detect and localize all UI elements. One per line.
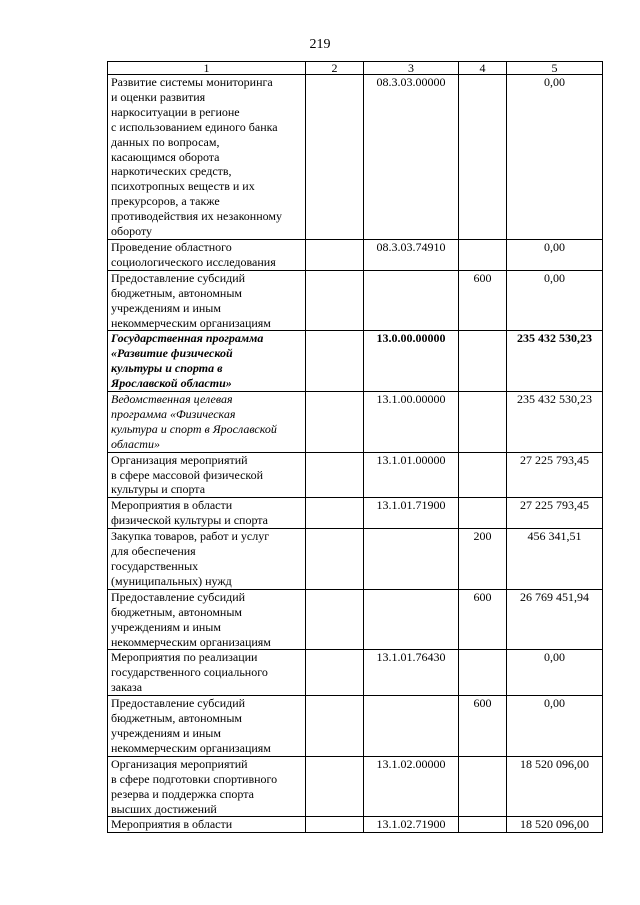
row-sum-text: 26 769 451,94 xyxy=(520,589,589,604)
row-sum-cell xyxy=(507,529,603,590)
row-code-cell xyxy=(364,452,459,498)
row-type-cell xyxy=(459,498,507,529)
row-name-cell xyxy=(108,696,306,757)
page-number: 219 xyxy=(309,37,331,52)
table-row xyxy=(108,331,603,392)
row-sum-text: 235 432 530,23 xyxy=(517,331,592,346)
row-code-text: 13.1.02.71900 xyxy=(376,817,446,832)
table-row xyxy=(108,650,603,696)
row-name-cell xyxy=(108,331,306,392)
row-name-text: Закупка товаров, работ и услуг для обеспечения государственных (муниципальных) нужд xyxy=(111,529,270,588)
row-code-text: 13.1.01.00000 xyxy=(376,452,446,467)
row-code-text: 13.1.02.00000 xyxy=(376,756,446,771)
row-name-text: Организация мероприятий в сфере подготовки спортивного резерва и поддержка спорта высших достижений xyxy=(111,756,278,816)
row-code-text: 13.1.01.76430 xyxy=(376,650,446,665)
row-col2-cell xyxy=(306,529,364,590)
row-col2-cell xyxy=(306,696,364,757)
row-type-text: 600 xyxy=(473,270,492,285)
table-row xyxy=(108,817,603,833)
row-code-cell xyxy=(364,331,459,392)
row-sum-text: 0,00 xyxy=(544,270,565,285)
row-type-cell xyxy=(459,452,507,498)
table-row xyxy=(108,392,603,453)
row-sum-cell xyxy=(507,817,603,833)
row-code-cell xyxy=(364,270,459,331)
row-code-cell xyxy=(364,589,459,650)
row-type-text: 600 xyxy=(473,589,492,604)
row-sum-text: 0,00 xyxy=(544,75,565,89)
row-col2-cell xyxy=(306,75,364,240)
row-type-cell xyxy=(459,589,507,650)
row-sum-cell xyxy=(507,756,603,817)
row-name-text: Предоставление субсидий бюджетным, автономным учреждениям и иным некоммерческим организациям xyxy=(111,696,271,755)
row-sum-cell xyxy=(507,270,603,331)
row-type-cell xyxy=(459,696,507,757)
row-code-cell xyxy=(364,756,459,817)
table-row xyxy=(108,452,603,498)
row-sum-cell xyxy=(507,696,603,757)
row-code-text: 13.1.00.00000 xyxy=(376,392,446,407)
row-name-cell xyxy=(108,498,306,529)
column-header-2: 2 xyxy=(306,62,364,75)
row-sum-text: 0,00 xyxy=(544,650,565,665)
row-sum-text: 27 225 793,45 xyxy=(520,498,589,513)
row-code-cell xyxy=(364,650,459,696)
row-col2-cell xyxy=(306,270,364,331)
table-row xyxy=(108,529,603,590)
row-name-cell xyxy=(108,817,306,833)
row-sum-cell xyxy=(507,239,603,270)
row-col2-cell xyxy=(306,817,364,833)
row-code-cell xyxy=(364,696,459,757)
row-col2-cell xyxy=(306,392,364,453)
row-code-cell xyxy=(364,498,459,529)
row-col2-cell xyxy=(306,452,364,498)
column-header-3: 3 xyxy=(364,62,459,75)
row-name-cell xyxy=(108,392,306,453)
row-name-text: Проведение областного социологического исследования xyxy=(111,239,276,269)
row-sum-text: 27 225 793,45 xyxy=(520,452,589,467)
table-row xyxy=(108,270,603,331)
row-name-cell xyxy=(108,756,306,817)
row-sum-text: 18 520 096,00 xyxy=(520,756,589,771)
row-name-text: Мероприятия в области xyxy=(111,817,233,832)
row-name-text: Ведомственная целевая программа «Физическая культура и спорт в Ярославской области» xyxy=(111,392,277,451)
row-code-cell xyxy=(364,529,459,590)
column-header-4: 4 xyxy=(459,62,507,75)
row-col2-cell xyxy=(306,498,364,529)
row-name-cell xyxy=(108,589,306,650)
row-type-text: 600 xyxy=(473,696,492,711)
row-sum-text: 0,00 xyxy=(544,239,565,254)
row-name-text: Предоставление субсидий бюджетным, автономным учреждениям и иным некоммерческим организациям xyxy=(111,270,271,330)
row-sum-cell xyxy=(507,589,603,650)
column-header-1: 1 xyxy=(108,62,306,75)
row-sum-cell xyxy=(507,392,603,453)
row-name-text: Предоставление субсидий бюджетным, автономным учреждениям и иным некоммерческим организациям xyxy=(111,589,271,649)
row-name-text: Государственная программа «Развитие физической культуры и спорта в Ярославской области» xyxy=(111,331,264,391)
row-type-cell xyxy=(459,239,507,270)
row-col2-cell xyxy=(306,589,364,650)
row-code-cell xyxy=(364,75,459,240)
row-name-cell xyxy=(108,452,306,498)
table-body xyxy=(108,62,603,833)
row-sum-text: 235 432 530,23 xyxy=(517,392,592,407)
row-sum-cell xyxy=(507,452,603,498)
row-code-text: 13.1.01.71900 xyxy=(376,498,446,513)
row-sum-cell xyxy=(507,331,603,392)
row-code-cell xyxy=(364,817,459,833)
row-name-cell xyxy=(108,239,306,270)
column-header-5: 5 xyxy=(507,62,603,75)
row-sum-cell xyxy=(507,75,603,240)
row-sum-text: 0,00 xyxy=(544,696,565,711)
row-name-text: Развитие системы мониторинга и оценки развития наркоситуации в регионе с использованием единого банка данных по вопросам, касающимся оборота наркотических средств, психотропных веществ и их прекурсоров, а также противодействия их незаконному обороту xyxy=(111,75,283,239)
row-sum-cell xyxy=(507,498,603,529)
row-type-cell xyxy=(459,270,507,331)
row-sum-text: 18 520 096,00 xyxy=(520,817,589,832)
table-row xyxy=(108,589,603,650)
row-type-cell xyxy=(459,529,507,590)
row-sum-cell xyxy=(507,650,603,696)
row-type-cell xyxy=(459,75,507,240)
row-name-cell xyxy=(108,75,306,240)
row-name-text: Мероприятия по реализации государственного социального заказа xyxy=(111,650,268,695)
table-row xyxy=(108,696,603,757)
row-name-text: Организация мероприятий в сфере массовой физической культуры и спорта xyxy=(111,452,264,497)
row-name-cell xyxy=(108,270,306,331)
row-col2-cell xyxy=(306,239,364,270)
row-type-cell xyxy=(459,756,507,817)
row-code-cell xyxy=(364,392,459,453)
row-sum-text: 456 341,51 xyxy=(527,529,582,544)
row-col2-cell xyxy=(306,331,364,392)
table-row xyxy=(108,756,603,817)
row-type-cell xyxy=(459,650,507,696)
table-row xyxy=(108,498,603,529)
table-row xyxy=(108,239,603,270)
row-type-text: 200 xyxy=(473,529,492,544)
row-col2-cell xyxy=(306,756,364,817)
budget-table xyxy=(107,61,603,833)
row-code-text: 08.3.03.00000 xyxy=(376,75,446,89)
row-type-cell xyxy=(459,392,507,453)
table-row xyxy=(108,75,603,240)
row-code-text: 08.3.03.74910 xyxy=(376,239,446,254)
row-type-cell xyxy=(459,817,507,833)
row-name-text: Мероприятия в области физической культуры и спорта xyxy=(111,498,269,528)
row-code-text: 13.0.00.00000 xyxy=(376,331,446,346)
row-type-cell xyxy=(459,331,507,392)
row-code-cell xyxy=(364,239,459,270)
table-header-row xyxy=(108,62,603,75)
row-col2-cell xyxy=(306,650,364,696)
row-name-cell xyxy=(108,650,306,696)
row-name-cell xyxy=(108,529,306,590)
